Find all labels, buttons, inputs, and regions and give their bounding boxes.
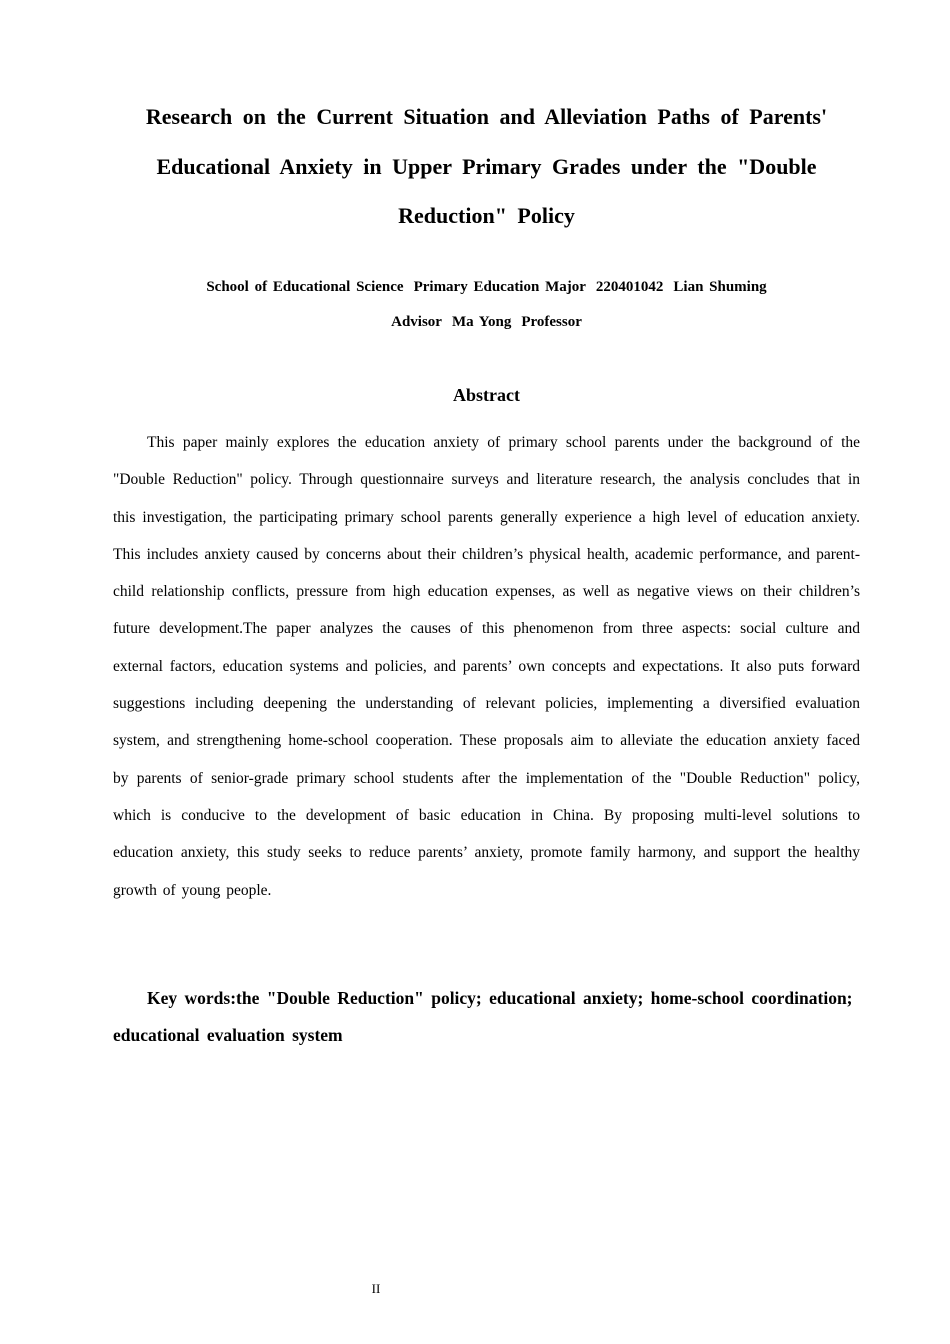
advisor-name: Ma Yong <box>451 314 512 330</box>
advisor-line <box>113 311 860 333</box>
keywords: Key words:the "Double Reduction" policy; educational anxiety; home-school coordination; educational evaluation system <box>113 988 853 1045</box>
major-name: Primary Education Major <box>413 279 586 295</box>
paper-title: Research on the Current Situation and Alleviation Paths of Parents' Educational Anxiety in Upper Primary Grades under the "Double Reduction" Policy <box>145 104 828 228</box>
page-number: II <box>371 1281 381 1296</box>
advisor-title: Professor <box>521 314 582 330</box>
abstract-heading: Abstract <box>453 385 520 405</box>
advisor-label: Advisor <box>391 314 442 330</box>
abstract-body: This paper mainly explores the education anxiety of primary school parents under the background of the "Double Reduction" policy. Through questionnaire surveys and literature research, the analysis concludes that in this investigation, the participating primary school parents generally experience a high level of education anxiety. This includes anxiety caused by concerns about their children’s physical health, academic performance, and parent-child relationship conflicts, pressure from high education expenses, as well as negative views on their children’s future development.The paper analyzes the causes of this phenomenon from three aspects: social culture and external factors, education systems and policies, and parents’ own concepts and expectations. It also puts forward suggestions including deepening the understanding of relevant policies, implementing a diversified evaluation system, and strengthening home-school cooperation. These proposals aim to alleviate the education anxiety faced by parents of senior-grade primary school students after the implementation of the "Double Reduction" policy, which is conducive to the development of basic education in China. By proposing multi-level solutions to education anxiety, this study seeks to reduce parents’ anxiety, promote family harmony, and support the healthy growth of young people. <box>113 434 860 899</box>
school-name: School of Educational Science <box>206 279 404 295</box>
student-id: 220401042 <box>595 279 664 295</box>
author-name: Lian Shuming <box>673 279 767 295</box>
author-info-line <box>113 276 860 298</box>
